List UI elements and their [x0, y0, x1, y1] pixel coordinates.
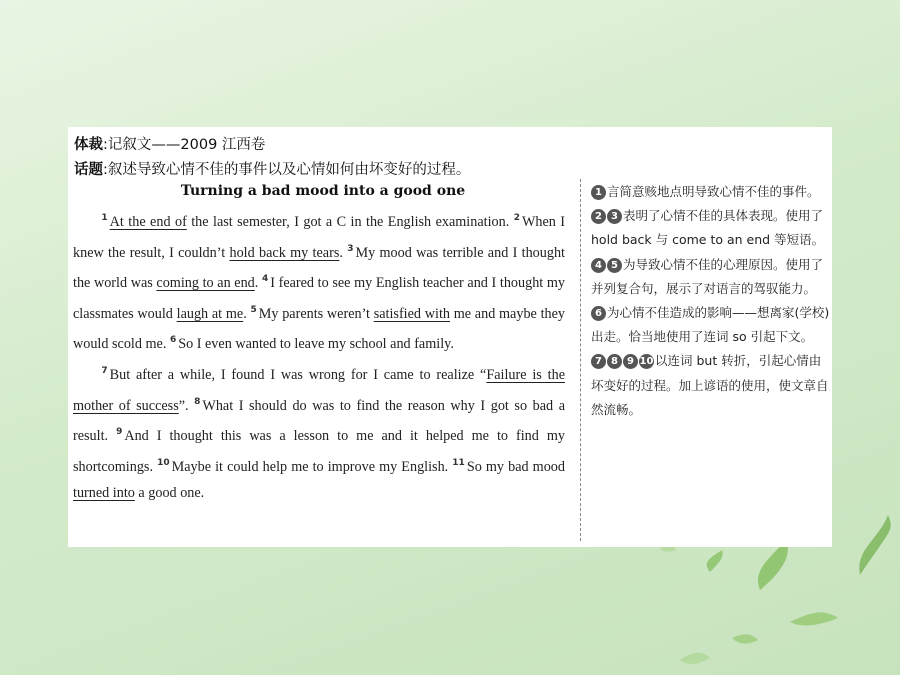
- phrase-underline: satisfied with: [373, 305, 450, 322]
- sentence-marker: 1: [101, 213, 108, 223]
- phrase-underline: turned into: [73, 485, 135, 502]
- note-number-badge: 4: [591, 258, 606, 273]
- note-item: [591, 253, 831, 301]
- note-number-badge: 7: [591, 354, 606, 369]
- content-card: [68, 127, 832, 547]
- sentence-text: me and maybe they would scold me.: [73, 305, 566, 353]
- phrase-underline: laugh at me: [176, 305, 244, 322]
- sentence-text: I feared to see my English teacher and I thought my classmates would: [73, 275, 566, 322]
- sentence-marker: 5: [250, 304, 257, 315]
- column-divider: [580, 179, 581, 541]
- phrase-underline: coming to an end: [156, 275, 255, 292]
- sentence-marker: 3: [347, 243, 354, 254]
- topic-value: 叙述导致心情不佳的事件以及心情如何由坏变好的过程。: [107, 162, 471, 178]
- phrase-underline: Failure is the mother of success: [73, 366, 565, 414]
- sentence-marker: 10: [157, 457, 170, 468]
- sentence-marker: 8: [194, 396, 201, 407]
- note-text: 为心情不佳造成的影响——想离家(学校)出走。恰当地使用了连词 so 引起下文。: [591, 305, 830, 345]
- note-number-badge: 1: [591, 185, 606, 200]
- sentence-text: .: [243, 305, 251, 322]
- sentence-text: When I knew the result, I couldn’t: [73, 214, 566, 261]
- genre-line: 体裁:记叙文——2009 江西卷: [74, 137, 266, 153]
- sentence-text: .: [254, 275, 262, 292]
- note-number-badge: 5: [607, 258, 622, 273]
- phrase-underline: hold back my tears: [229, 244, 340, 261]
- essay-body: [73, 205, 565, 507]
- sentence-text: So my bad mood: [466, 458, 565, 475]
- sentence-marker: 2: [513, 213, 520, 223]
- sentence-text: My parents weren’t: [258, 305, 374, 322]
- note-number-badge: 3: [607, 209, 622, 224]
- sentence-text: But after a while, I found I was wrong for I came to realize “: [109, 366, 487, 383]
- note-item: [591, 349, 831, 422]
- essay-paragraph-2: [73, 358, 565, 507]
- note-number-badge: 8: [607, 354, 622, 369]
- note-number-badge: 9: [623, 354, 638, 369]
- genre-label: 体裁: [74, 137, 103, 153]
- note-number-badge: 2: [591, 209, 606, 224]
- sentence-text: So I even wanted to leave my school and family.: [178, 336, 454, 353]
- notes-column: [591, 180, 831, 422]
- sentence-text: a good one.: [134, 485, 205, 502]
- note-text: 言简意赅地点明导致心情不佳的事件。: [607, 184, 820, 199]
- sentence-marker: 11: [452, 457, 465, 468]
- sentence-text: the last semester, I got a C in the English examination.: [186, 214, 514, 230]
- sentence-text: My mood was terrible and I thought the world was: [73, 244, 565, 292]
- note-item: [591, 180, 831, 204]
- sentence-marker: 7: [101, 365, 108, 376]
- phrase-underline: At the end of: [109, 214, 187, 230]
- note-text: 为导致心情不佳的心理原因。使用了并列复合句，展示了对语言的驾驭能力。: [591, 256, 824, 296]
- note-number-badge: 6: [591, 306, 606, 321]
- topic-line: 话题:叙述导致心情不佳的事件以及心情如何由坏变好的过程。: [74, 162, 471, 178]
- sentence-text: What I should do was to find the reason why I got so bad a result.: [73, 397, 565, 445]
- genre-value: 记叙文——2009 江西卷: [107, 137, 266, 153]
- sentence-marker: 4: [261, 274, 269, 285]
- essay-title: Turning a bad mood into a good one: [180, 183, 466, 199]
- sentence-marker: 9: [116, 427, 123, 438]
- note-item: [591, 301, 831, 349]
- sentence-text: .: [339, 244, 348, 261]
- sentence-marker: 6: [169, 335, 177, 346]
- note-text: 以连词 but 转折，引起心情由坏变好的过程。加上谚语的使用，使文章自然流畅。: [591, 353, 829, 417]
- note-item: [591, 204, 831, 252]
- topic-label: 话题: [74, 162, 103, 178]
- essay-paragraph-1: [73, 205, 565, 358]
- sentence-text: And I thought this was a lesson to me and it helped me to find my shortcomings.: [73, 428, 565, 475]
- note-number-badge: 10: [639, 356, 654, 368]
- sentence-text: ”.: [178, 397, 195, 414]
- note-text: 表明了心情不佳的具体表现。使用了 hold back 与 come to an end 等短语。: [591, 208, 825, 248]
- sentence-text: Maybe it could help me to improve my English.: [171, 458, 453, 475]
